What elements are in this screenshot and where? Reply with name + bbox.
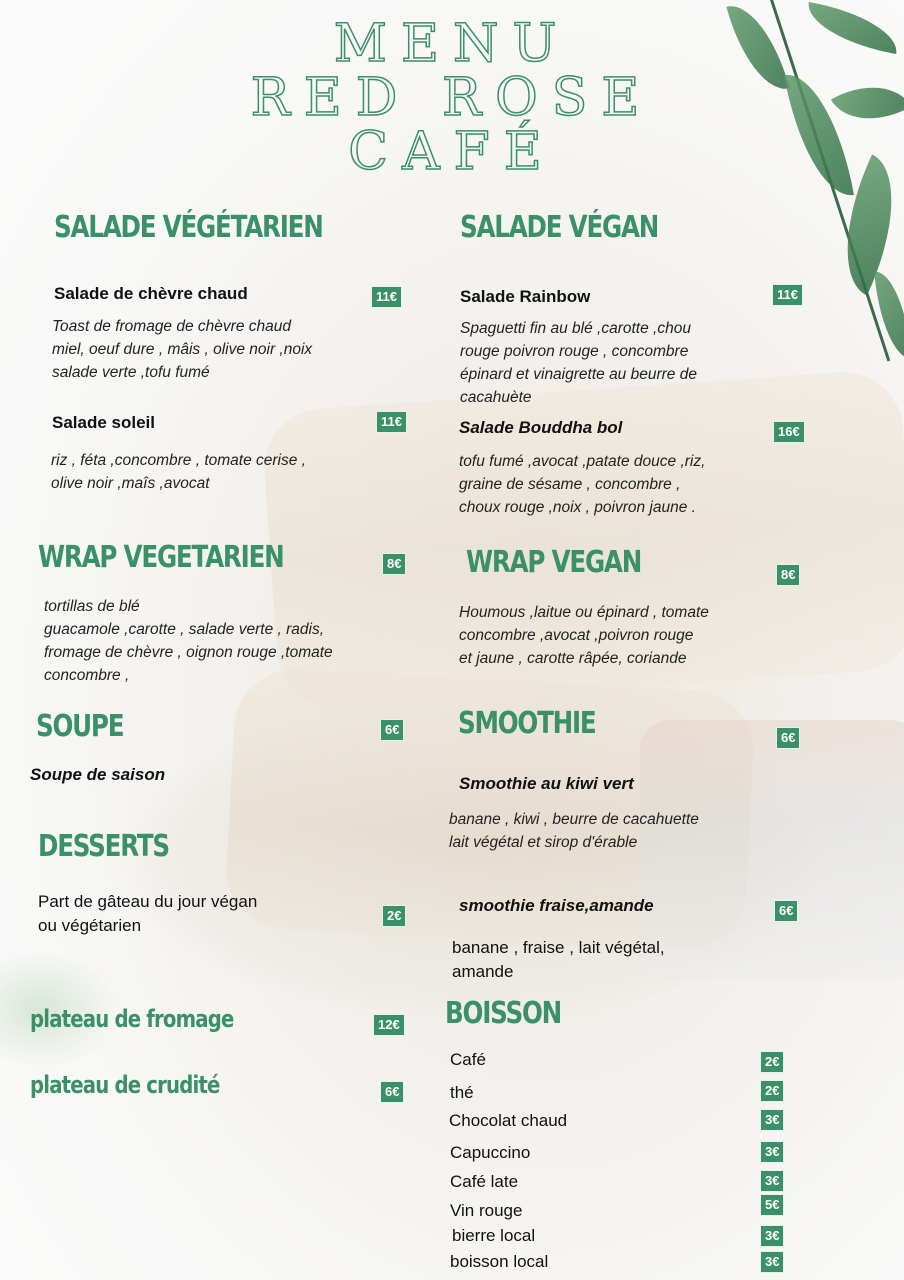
price-badge: 11€ (371, 286, 402, 308)
section-heading-soupe: SOUPE (36, 709, 124, 744)
section-heading-plateau-crudite: plateau de crudité (30, 1071, 220, 1099)
drink-name-vin-rouge: Vin rouge (450, 1201, 523, 1220)
menu-title-line-3: CAFÉ (348, 122, 556, 182)
item-desc-salade-bouddha: tofu fumé ,avocat ,patate douce ,riz, graine de sésame , concombre , choux rouge ,noix , poivron jaune . (459, 453, 706, 516)
price-badge: 6€ (380, 1081, 404, 1103)
price-badge: 3€ (760, 1251, 784, 1273)
drink-name-the: thé (450, 1083, 474, 1102)
price-badge: 12€ (373, 1014, 405, 1036)
section-heading-wrap-vegan: WRAP VEGAN (466, 545, 642, 580)
section-heading-desserts: DESSERTS (38, 829, 169, 864)
section-heading-smoothie: SMOOTHIE (458, 706, 596, 741)
section-heading-salade-vegan: SALADE VÉGAN (460, 210, 659, 245)
price-badge: 16€ (773, 421, 805, 443)
price-badge: 6€ (776, 727, 800, 749)
drink-name-cafe-late: Café late (450, 1172, 519, 1191)
price-badge: 8€ (776, 564, 800, 586)
item-name-salade-chevre: Salade de chèvre chaud (54, 284, 248, 303)
price-badge: 2€ (760, 1051, 784, 1073)
item-desc-smoothie-fraise: banane , fraise , lait végétal, amande (452, 938, 665, 981)
item-desc-salade-soleil: riz , féta ,concombre , tomate cerise , olive noir ,maîs ,avocat (51, 452, 306, 492)
item-name-salade-soleil: Salade soleil (52, 413, 155, 432)
menu-title-line-1: MENU (333, 14, 571, 74)
section-heading-boisson: BOISSON (445, 996, 562, 1031)
section-heading-plateau-fromage: plateau de fromage (30, 1005, 234, 1033)
item-name-smoothie-fraise: smoothie fraise,amande (459, 896, 654, 915)
item-desc-smoothie-kiwi: banane , kiwi , beurre de cacahuette lait végétal et sirop d'érable (449, 811, 699, 851)
price-badge: 3€ (760, 1225, 784, 1247)
item-name-soupe-saison: Soupe de saison (30, 765, 166, 784)
drink-name-boisson-local: boisson local (450, 1252, 549, 1271)
item-name-smoothie-kiwi: Smoothie au kiwi vert (459, 774, 634, 793)
section-heading-salade-vegetarien: SALADE VÉGÉTARIEN (54, 210, 323, 245)
price-badge: 5€ (760, 1194, 784, 1216)
price-badge: 2€ (382, 905, 406, 927)
leaf-icon (874, 269, 904, 361)
price-badge: 11€ (376, 411, 407, 433)
price-badge: 3€ (760, 1109, 784, 1131)
item-desc-desserts: Part de gâteau du jour végan ou végétarien (38, 892, 258, 935)
price-badge: 6€ (774, 900, 798, 922)
drink-name-bierre-local: bierre local (452, 1226, 536, 1245)
price-badge: 8€ (382, 553, 406, 575)
item-desc-wrap-vegan: Houmous ,laitue ou épinard , tomate concombre ,avocat ,poivron rouge et jaune , carotte râpée, coriande (459, 604, 709, 667)
section-heading-wrap-vegetarien: WRAP VEGETARIEN (38, 540, 284, 575)
price-badge: 3€ (760, 1170, 784, 1192)
item-desc-salade-rainbow: Spaguetti fin au blé ,carotte ,chou rouge poivron rouge , concombre épinard et vinaigrette au beurre de cacahuète (460, 320, 697, 406)
menu-title-line-2: RED ROSE (250, 68, 654, 128)
item-desc-wrap-vegetarien: tortillas de blé guacamole ,carotte , salade verte , radis, fromage de chèvre , oignon rouge ,tomate concombre , (44, 598, 333, 684)
item-name-salade-bouddha: Salade Bouddha bol (459, 418, 623, 437)
price-badge: 6€ (380, 719, 404, 741)
price-badge: 3€ (760, 1141, 784, 1163)
item-desc-salade-chevre: Toast de fromage de chèvre chaud miel, oeuf dure , mâis , olive noir ,noix salade verte ,tofu fumé (52, 318, 313, 381)
drink-name-cafe: Café (450, 1050, 486, 1069)
drink-name-capuccino: Capuccino (450, 1143, 531, 1162)
price-badge: 2€ (760, 1080, 784, 1102)
price-badge: 11€ (772, 284, 803, 306)
drink-name-chocolat: Chocolat chaud (449, 1111, 568, 1130)
item-name-salade-rainbow: Salade Rainbow (460, 287, 591, 306)
